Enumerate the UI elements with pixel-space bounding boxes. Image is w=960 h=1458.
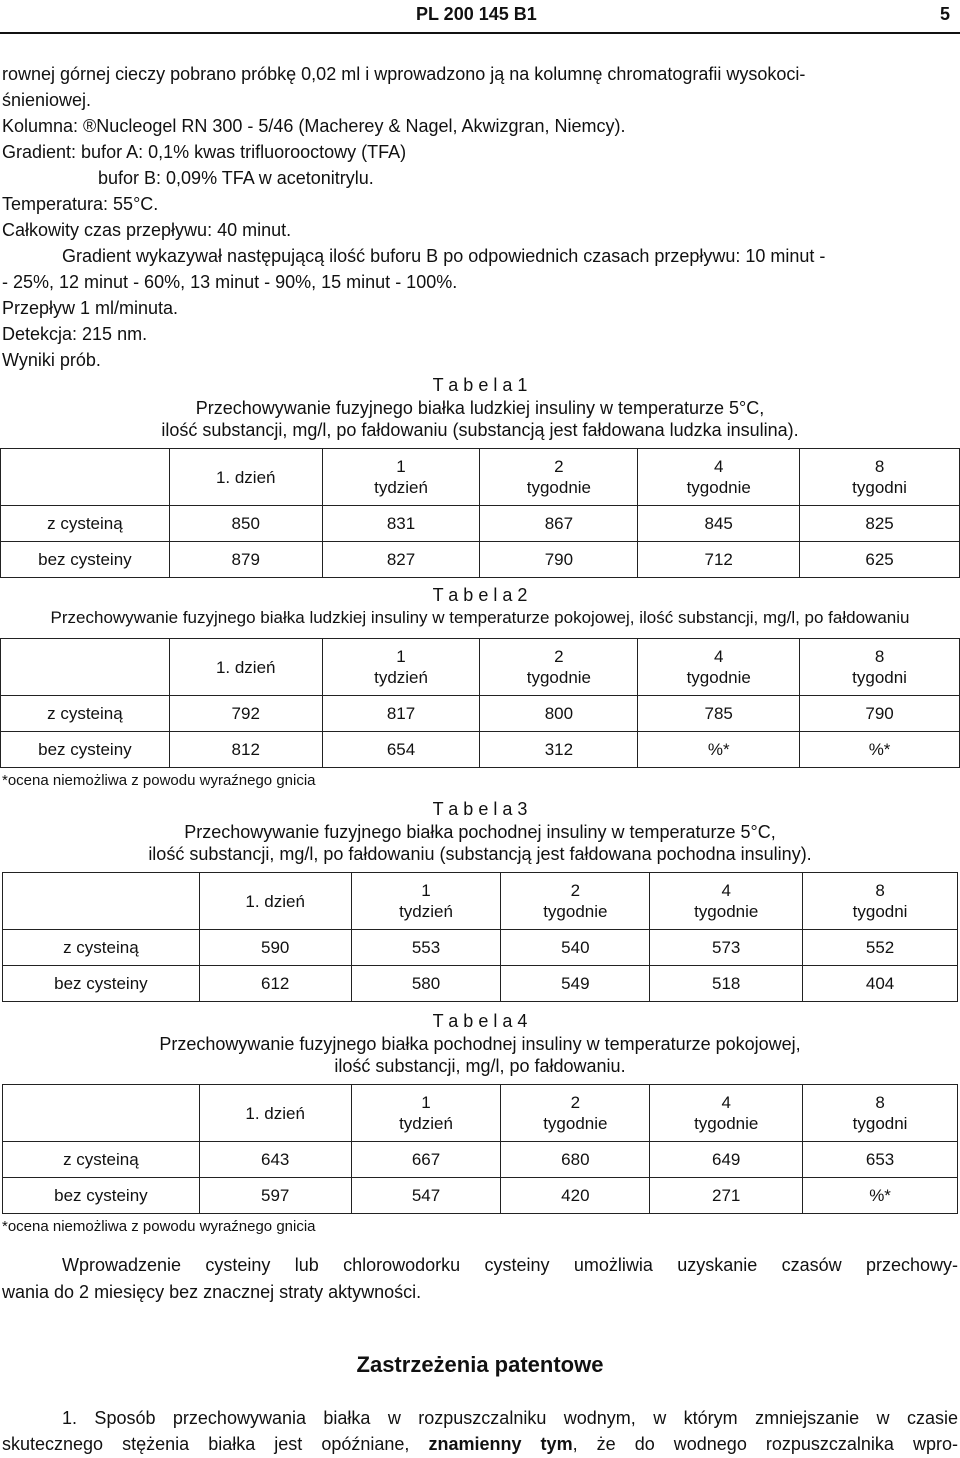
table-cell: 580: [351, 966, 501, 1002]
header-cell-day1: 1. dzień: [169, 449, 322, 506]
table-3-caption: Przechowywanie fuzyjnego białka pochodnej insuliny w temperaturze 5°C,: [184, 822, 776, 842]
table-row: [3, 1142, 958, 1178]
header-cell-week1: 1 tydzień: [322, 449, 480, 506]
table-4-footnote: *ocena niemożliwa z powodu wyraźnego gnicia: [2, 1218, 316, 1235]
table-cell: 654: [322, 732, 480, 768]
header-cell-week4: 4 tygodnie: [650, 873, 803, 930]
intro-line: Kolumna: ®Nucleogel RN 300 - 5/46 (Macherey & Nagel, Akwizgran, Niemcy).: [2, 116, 626, 136]
table-cell: %*: [800, 732, 960, 768]
table-cell: 790: [800, 696, 960, 732]
table-3: [2, 872, 958, 1002]
table-cell: 540: [501, 930, 650, 966]
table-cell: 312: [480, 732, 638, 768]
table-row: [1, 506, 960, 542]
header-cell-week1: 1 tydzień: [322, 639, 480, 696]
header-cell-empty: [3, 873, 200, 930]
intro-line: - 25%, 12 minut - 60%, 13 minut - 90%, 15 minut - 100%.: [2, 272, 458, 292]
claim-keyword: znamienny tym: [428, 1434, 573, 1454]
table-cell: 712: [638, 542, 800, 578]
table-cell: 831: [322, 506, 480, 542]
table-2-title: T a b e l a 2: [432, 585, 528, 605]
table-row: [3, 930, 958, 966]
table-cell: 597: [199, 1178, 351, 1214]
conclusion-line: Wprowadzenie cysteiny lub chlorowodorku cysteiny umożliwia uzyskanie czasów przechowy-: [62, 1255, 958, 1275]
intro-line: rownej górnej cieczy pobrano próbkę 0,02 ml i wprowadzono ją na kolumnę chromatografii wysokoci-: [2, 64, 806, 84]
claim-line: 1. Sposób przechowywania białka w rozpuszczalniku wodnym, w którym zmniejszanie w czasie: [62, 1408, 958, 1428]
table-cell: 271: [650, 1178, 803, 1214]
header-cell-week4: 4 tygodnie: [638, 449, 800, 506]
claims-heading: Zastrzeżenia patentowe: [356, 1352, 604, 1377]
header-cell-week8: 8 tygodni: [800, 449, 960, 506]
table-2: [0, 638, 960, 768]
header-cell-week4: 4 tygodnie: [650, 1085, 803, 1142]
row-label: z cysteiną: [3, 930, 200, 966]
header-cell-week1: 1 tydzień: [351, 873, 501, 930]
intro-line: Przepływ 1 ml/minuta.: [2, 298, 179, 318]
row-label: z cysteiną: [3, 1142, 200, 1178]
intro-line: Detekcja: 215 nm.: [2, 324, 148, 344]
table-cell: 549: [501, 966, 650, 1002]
table-cell: 850: [169, 506, 322, 542]
intro-line: Gradient: bufor A: 0,1% kwas trifluorooctowy (TFA): [2, 142, 407, 162]
table-3-caption: ilość substancji, mg/l, po fałdowaniu (substancją jest fałdowana pochodna insuliny).: [148, 844, 812, 864]
table-cell: 817: [322, 696, 480, 732]
header-cell-day1: 1. dzień: [199, 1085, 351, 1142]
table-row: [3, 966, 958, 1002]
table-4-title: T a b e l a 4: [432, 1011, 528, 1031]
claim-text: skutecznego stężenia białka jest opóźniane,: [2, 1434, 429, 1454]
header-rule: [0, 32, 960, 34]
table-2-footnote: *ocena niemożliwa z powodu wyraźnego gnicia: [2, 772, 316, 789]
intro-line: śnieniowej.: [2, 90, 92, 110]
table-cell: 573: [650, 930, 803, 966]
table-cell: 590: [199, 930, 351, 966]
table-4-caption: ilość substancji, mg/l, po fałdowaniu.: [334, 1056, 626, 1076]
row-label: bez cysteiny: [1, 732, 170, 768]
table-3-title: T a b e l a 3: [432, 799, 528, 819]
page-number: 5: [939, 4, 950, 24]
table-cell: 812: [169, 732, 322, 768]
table-cell: 827: [322, 542, 480, 578]
table-cell: 879: [169, 542, 322, 578]
header-cell-week2: 2 tygodnie: [501, 1085, 650, 1142]
table-4: [2, 1084, 958, 1214]
table-cell: 420: [501, 1178, 650, 1214]
intro-line: Temperatura: 55°C.: [2, 194, 159, 214]
table-row: [3, 1178, 958, 1214]
table-cell: 667: [351, 1142, 501, 1178]
header-cell-day1: 1. dzień: [199, 873, 351, 930]
intro-line: Gradient wykazywał następującą ilość buforu B po odpowiednich czasach przepływu: 10 minut -: [62, 246, 826, 266]
header-cell-empty: [3, 1085, 200, 1142]
table-cell: 800: [480, 696, 638, 732]
table-row: [1, 542, 960, 578]
header-cell-week2: 2 tygodnie: [501, 873, 650, 930]
table-cell: 552: [803, 930, 958, 966]
table-cell: 845: [638, 506, 800, 542]
header-cell-week4: 4 tygodnie: [638, 639, 800, 696]
table-1-caption: ilość substancji, mg/l, po fałdowaniu (substancją jest fałdowana ludzka insulina).: [161, 420, 799, 440]
table-cell: 404: [803, 966, 958, 1002]
table-row: [1, 696, 960, 732]
header-cell-week1: 1 tydzień: [351, 1085, 501, 1142]
conclusion-line: wania do 2 miesięcy bez znacznej straty aktywności.: [2, 1282, 422, 1302]
table-cell: 649: [650, 1142, 803, 1178]
table-cell: 612: [199, 966, 351, 1002]
table-cell: 625: [800, 542, 960, 578]
table-cell: 867: [480, 506, 638, 542]
table-cell: %*: [803, 1178, 958, 1214]
header-cell-empty: [1, 449, 170, 506]
table-1: [0, 448, 960, 578]
intro-line: bufor B: 0,09% TFA w acetonitrylu.: [98, 168, 374, 188]
table-2-caption: Przechowywanie fuzyjnego białka ludzkiej insuliny w temperaturze pokojowej, ilość substancji, mg/l, po fałdowaniu: [50, 608, 910, 627]
header-cell-week8: 8 tygodni: [803, 1085, 958, 1142]
row-label: bez cysteiny: [3, 1178, 200, 1214]
table-cell: 790: [480, 542, 638, 578]
header-cell-empty: [1, 639, 170, 696]
row-label: z cysteiną: [1, 696, 170, 732]
table-cell: 553: [351, 930, 501, 966]
table-cell: 785: [638, 696, 800, 732]
table-cell: 680: [501, 1142, 650, 1178]
table-row: [1, 732, 960, 768]
header-cell-day1: 1. dzień: [169, 639, 322, 696]
intro-line: Całkowity czas przepływu: 40 minut.: [2, 220, 292, 240]
header-cell-week8: 8 tygodni: [803, 873, 958, 930]
table-1-caption: Przechowywanie fuzyjnego białka ludzkiej insuliny w temperaturze 5°C,: [195, 398, 765, 418]
table-cell: 643: [199, 1142, 351, 1178]
claim-line: [2, 1432, 958, 1456]
row-label: bez cysteiny: [1, 542, 170, 578]
table-4-caption: Przechowywanie fuzyjnego białka pochodnej insuliny w temperaturze pokojowej,: [159, 1034, 801, 1054]
header-cell-week2: 2 tygodnie: [480, 449, 638, 506]
header-cell-week2: 2 tygodnie: [480, 639, 638, 696]
table-1-title: T a b e l a 1: [432, 375, 528, 395]
table-cell: 825: [800, 506, 960, 542]
row-label: bez cysteiny: [3, 966, 200, 1002]
claim-text: , że do wodnego rozpuszczalnika wpro-: [572, 1434, 958, 1454]
table-cell: 518: [650, 966, 803, 1002]
table-cell: 792: [169, 696, 322, 732]
table-cell: 653: [803, 1142, 958, 1178]
intro-line: Wyniki prób.: [2, 350, 101, 370]
document-number: PL 200 145 B1: [416, 4, 537, 24]
table-cell: %*: [638, 732, 800, 768]
row-label: z cysteiną: [1, 506, 170, 542]
table-cell: 547: [351, 1178, 501, 1214]
header-cell-week8: 8 tygodni: [800, 639, 960, 696]
